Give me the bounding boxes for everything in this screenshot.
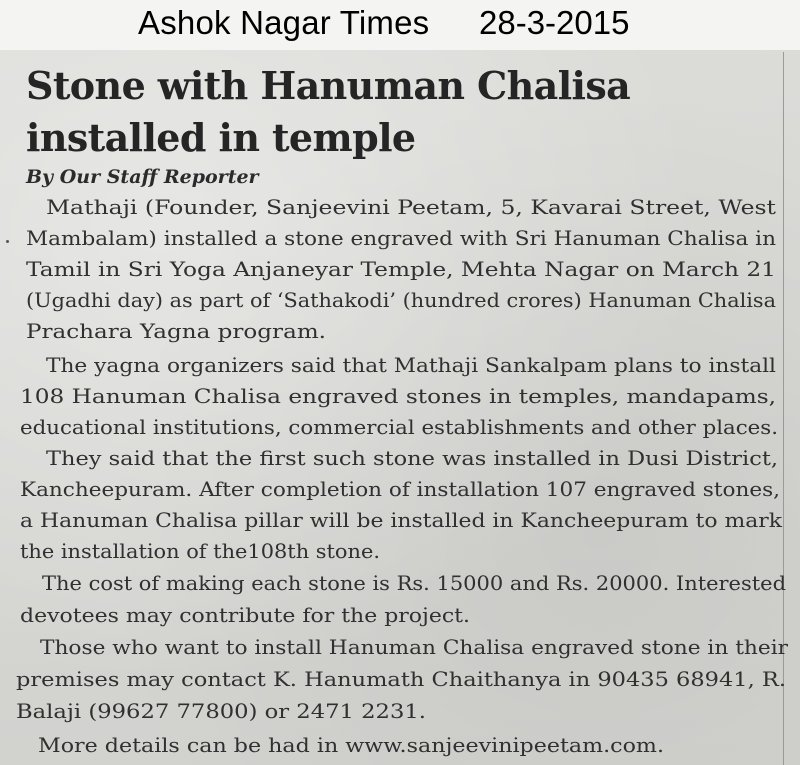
body-line: Those who want to install Hanuman Chalisa engraved stone in their: [40, 635, 788, 659]
masthead: [0, 0, 800, 50]
publication-date: 28-3-2015: [479, 4, 630, 41]
body-line: Balaji (99627 77800) or 2471 2231.: [16, 699, 426, 723]
body-line: devotees may contribute for the project.: [20, 603, 470, 627]
body-line: Kancheepuram. After completion of installation 107 engraved stones,: [20, 477, 781, 501]
article-headline: [26, 60, 776, 164]
headline-line-1: Stone with Hanuman Chalisa: [26, 63, 631, 108]
body-line: 108 Hanuman Chalisa engraved stones in temples, mandapams,: [20, 384, 777, 408]
body-line: (Ugadhi day) as part of ‘Sathakodi’ (hundred crores) Hanuman Chalisa: [26, 288, 776, 312]
body-line: They said that the first such stone was installed in Dusi District,: [46, 446, 778, 470]
body-line: Mathaji (Founder, Sanjeevini Peetam, 5, Kavarai Street, West: [46, 195, 776, 219]
body-line: a Hanuman Chalisa pillar will be installed in Kancheepuram to mark: [20, 508, 782, 532]
headline-line-2: installed in temple: [26, 115, 416, 160]
byline: By Our Staff Reporter: [26, 166, 259, 188]
body-line: The yagna organizers said that Mathaji Sankalpam plans to install: [46, 353, 776, 377]
margin-dot: [6, 240, 9, 243]
newspaper-name: Ashok Nagar Times: [138, 4, 430, 41]
body-line: Tamil in Sri Yoga Anjaneyar Temple, Mehta Nagar on March 21: [26, 257, 776, 281]
body-line: More details can be had in www.sanjeevinipeetam.com.: [38, 733, 664, 757]
body-line: educational institutions, commercial establishments and other places.: [20, 415, 778, 439]
body-line: Mambalam) installed a stone engraved with Sri Hanuman Chalisa in: [26, 226, 776, 250]
body-line: the installation of the108th stone.: [20, 539, 380, 563]
body-line: premises may contact K. Hanumath Chaithanya in 90435 68941, R.: [16, 667, 786, 691]
body-line: Prachara Yagna program.: [26, 319, 326, 343]
body-line: The cost of making each stone is Rs. 15000 and Rs. 20000. Interested: [42, 571, 787, 595]
